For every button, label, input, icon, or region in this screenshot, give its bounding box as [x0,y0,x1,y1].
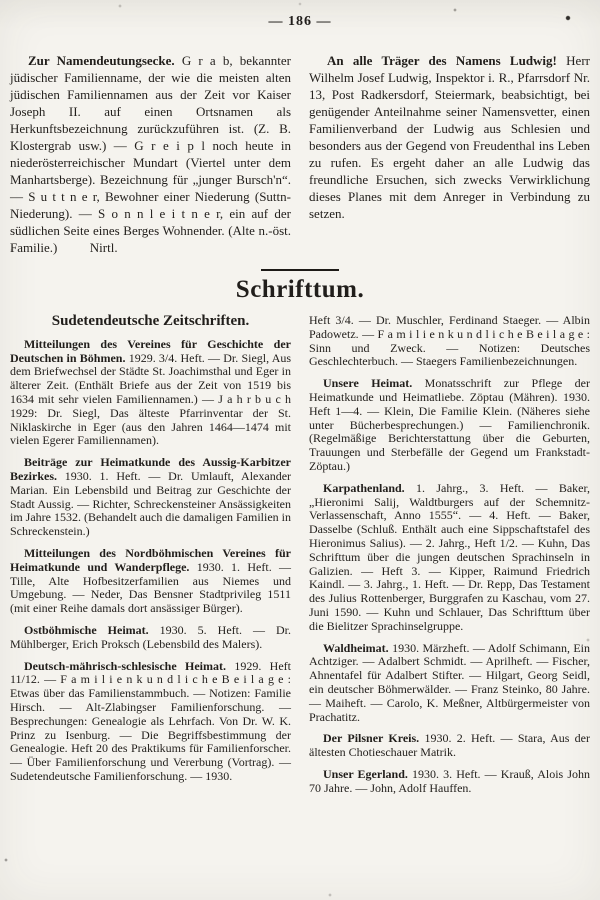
journal-entry-title: Unsere Heimat. [323,376,413,391]
journal-entry-title: Waldheimat. [323,640,389,655]
journal-entry-text: 1930. 1. Heft. — Dr. Umlauft, Alexander Marian. Ein Lebensbild und Beitrag zur Geschichte der Stadt Aussig. — Richter, Schreckensteiner Ansässigkeiten im Jahre 1532. (Behandelt auch die damaligen Familien in Schreckenstein.) [10,468,292,539]
journal-entry [10,624,291,652]
journal-entry-text: 1930. 2. Heft. — Stara, Aus der ältesten Chotieschauer Matrik. [309,731,591,760]
top-section [0,52,600,256]
schrifttum-left-column [10,314,291,804]
journal-entry [10,338,291,448]
schrifttum-right-column [309,314,590,804]
journal-entry-title: Ostböhmische Heimat. [24,622,149,637]
journal-entry-title: Mitteilungen des Vereines für Geschichte der Deutschen in Böhmen. [10,336,291,365]
journal-entry [309,642,590,725]
schrifttum-section-title: Schrifttum. [235,276,365,303]
journal-entry-title: Deutsch-mährisch-schlesische Heimat. [24,658,226,673]
journal-entry [10,660,291,784]
namendeutungsecke-text: G r a b, bekannter jüdischer Familienname, der wie die meisten alten jüdischen Familiennamen aus der Zeit vor Kaiser Joseph II. auf einen Ortsnamen als Herkunftsbezeichnung zurückzuführen ist. (Z. B. Klostergrab usw.) — G r e i p l noch heute in niederösterreichischer Mundart (Viertel unter dem Manhartsberge). Bezeichnung für „junger Bursch'n“. — S u t t n e r, Bewohner einer Niederung (Suttn-Niederung). — S o n n l e i t n e r, ein auf der südlichen Seite eines Berges Wohnender. (Alte n.-öst. Familie.) Nirtl. [10,53,291,255]
zeitschriften-heading: Sudetendeutsche Zeitschriften. [51,313,250,329]
journal-entry-title: Beiträge zur Heimatkunde des Aussig-Karbitzer Bezirkes. [10,455,291,483]
journal-entry-text: 1929. 3/4. Heft. — Dr. Siegl, Aus dem Briefwechsel der Städte St. Joachimsthal und Eger in älterer Zeit. (Enthält Briefe aus der Zeit von 1519 bis 1634 mit sehr vielen Familiennamen.) — J a h r b u c h 1929: Dr. Siegl, Das älteste Pfarrinventar der St. Niklaskirche in Eger (aus den Jahren 1464—1474 mit vielen Egerer Familiennamen). [10,350,292,448]
journal-entry-text: 1930. Märzheft. — Adolf Schimann, Ein Achtziger. — Adalbert Schmidt. — Aprilheft. — Fischer, Ahnentafel für Adalbert Stifter. — Hilgart, Georg Seidl, ein deutscher Böhmerwälder. — Franz Steinko, 80 Jahre. — Maiheft. — Carolo, K. Meßner, Altbürgermeister von Prachatitz. [309,640,591,724]
journal-entry [10,456,291,539]
namendeutungsecke-article [10,52,291,256]
journal-entry-text: 1929. Heft 11/12. — F a m i l i e n k u n d l i c h e B e i l a g e : Etwas über das Familienstammbuch. — Notizen: Familie Hirsch. — Alt-Zlabingser Familienforschung. — Besprechungen: Genealogie als Lehrfach. Von Dr. W. K. Prinz zu Isenburg. — Die Begriffsbestimmung der Genealogie. Heft 20 des Praktikums für Familienforscher. — Über Familienforschung und Vererbung (Vortrag). — Sudetendeutsche Familienforschung. — 1930. [10,658,291,783]
top-left-column [10,52,291,256]
ludwig-title: An alle Träger des Namens Ludwig! [327,53,557,68]
journal-entry-text: 1. Jahrg., 3. Heft. — Baker, „Hieronimi Salij, Waldtburgers auf der Schemnitz-Verlassenschaft, Anno 1555“. — 4. Heft. — Baker, Dasselbe (Schluß. Enthält auch eine Sippschaftstafel des Hieronimus Salius). — 2. Jahrg., Heft 1/2. — Kuhn, Das Schrifttum über die jungen deutschen Sprachinseln in Galizien. — Heft 3. — Kipper, Raimund Friedrich Kaindl. — 3. Jahrg., 1. Heft. — Dr. Repp, Das Testament des Julius Rottenberger, Burggrafen zu Kaschau, vom 27. Juni 1590. — Kuhn und Schlauer, Das Schrifttum über die Bielitzer Sprachinselgruppe. [309,480,590,633]
journal-entry-continuation: Heft 3/4. — Dr. Muschler, Ferdinand Staeger. — Albin Padowetz. — F a m i l i e n k u n d l i c h e B e i l a g e : Sinn und Zweck. — Notizen: Deutsches Geschlechterbuch. — Staegers Familienbezeichnungen. [309,313,590,369]
namendeutungsecke-title: Zur Namendeutungsecke. [28,53,175,68]
journal-entry-title: Karpathenland. [323,480,405,495]
journal-entry-title: Mitteilungen des Nordböhmischen Vereines für Heimatkunde und Wanderpflege. [10,545,291,574]
section-divider-rule [261,269,339,271]
schrifttum-section [0,314,600,804]
journal-entry [309,377,590,474]
journal-entry-title: Unser Egerland. [323,766,408,781]
journal-entry [10,547,291,616]
ludwig-article [309,52,590,222]
top-right-column [309,52,590,256]
journal-entry-text: 1930. 3. Heft. — Krauß, Alois John 70 Jahre. — John, Adolf Hauffen. [309,766,590,795]
journal-entry [309,732,590,760]
journal-entry-text: Monatsschrift zur Pflege der Heimatkunde und Heimatliebe. Zöptau (Mähren). 1930. Heft 1—4. — Klein, Die Familie Klein. (Näheres siehe unter Bücherbesprechungen.) — Familienchronik. (Regelmäßige Berichterstattung über die Geburten, Trauungen und Sterbefälle der Gegend um Frankstadt-Zöptau.) [309,376,590,473]
journal-entry-text: 1930. 1. Heft. — Tille, Alte Hofbesitzerfamilien aus Niemes und Umgebung. — Neder, Das Bensner Stadtprivileg 1511 (mit einer Reihe damals dort ansässiger Bürger). [10,559,292,616]
journal-entry [309,768,590,796]
page-number: — 186 — [268,14,332,29]
ludwig-text: Herr Wilhelm Josef Ludwig, Inspektor i. R., Pfarrsdorf Nr. 13, Post Radkersdorf, Steiermark, beabsichtigt, bei genügender Anteilnahme seiner Namensvetter, einen Familienverband der Ludwig aus Schlesien und besonders aus der Gegend von Freudenthal ins Leben zu rufen. Es ergeht daher an alle Ludwig das freundliche Ersuchen, sich zwecks Verwirklichung dieses Planes mit dem Anreger in Verbindung zu setzen. [309,53,590,221]
journal-entry-title: Der Pilsner Kreis. [323,731,420,746]
journal-entry-text: 1930. 5. Heft. — Dr. Mühlberger, Erich Proksch (Lebensbild des Malers). [10,622,291,651]
journal-entry [309,482,590,634]
